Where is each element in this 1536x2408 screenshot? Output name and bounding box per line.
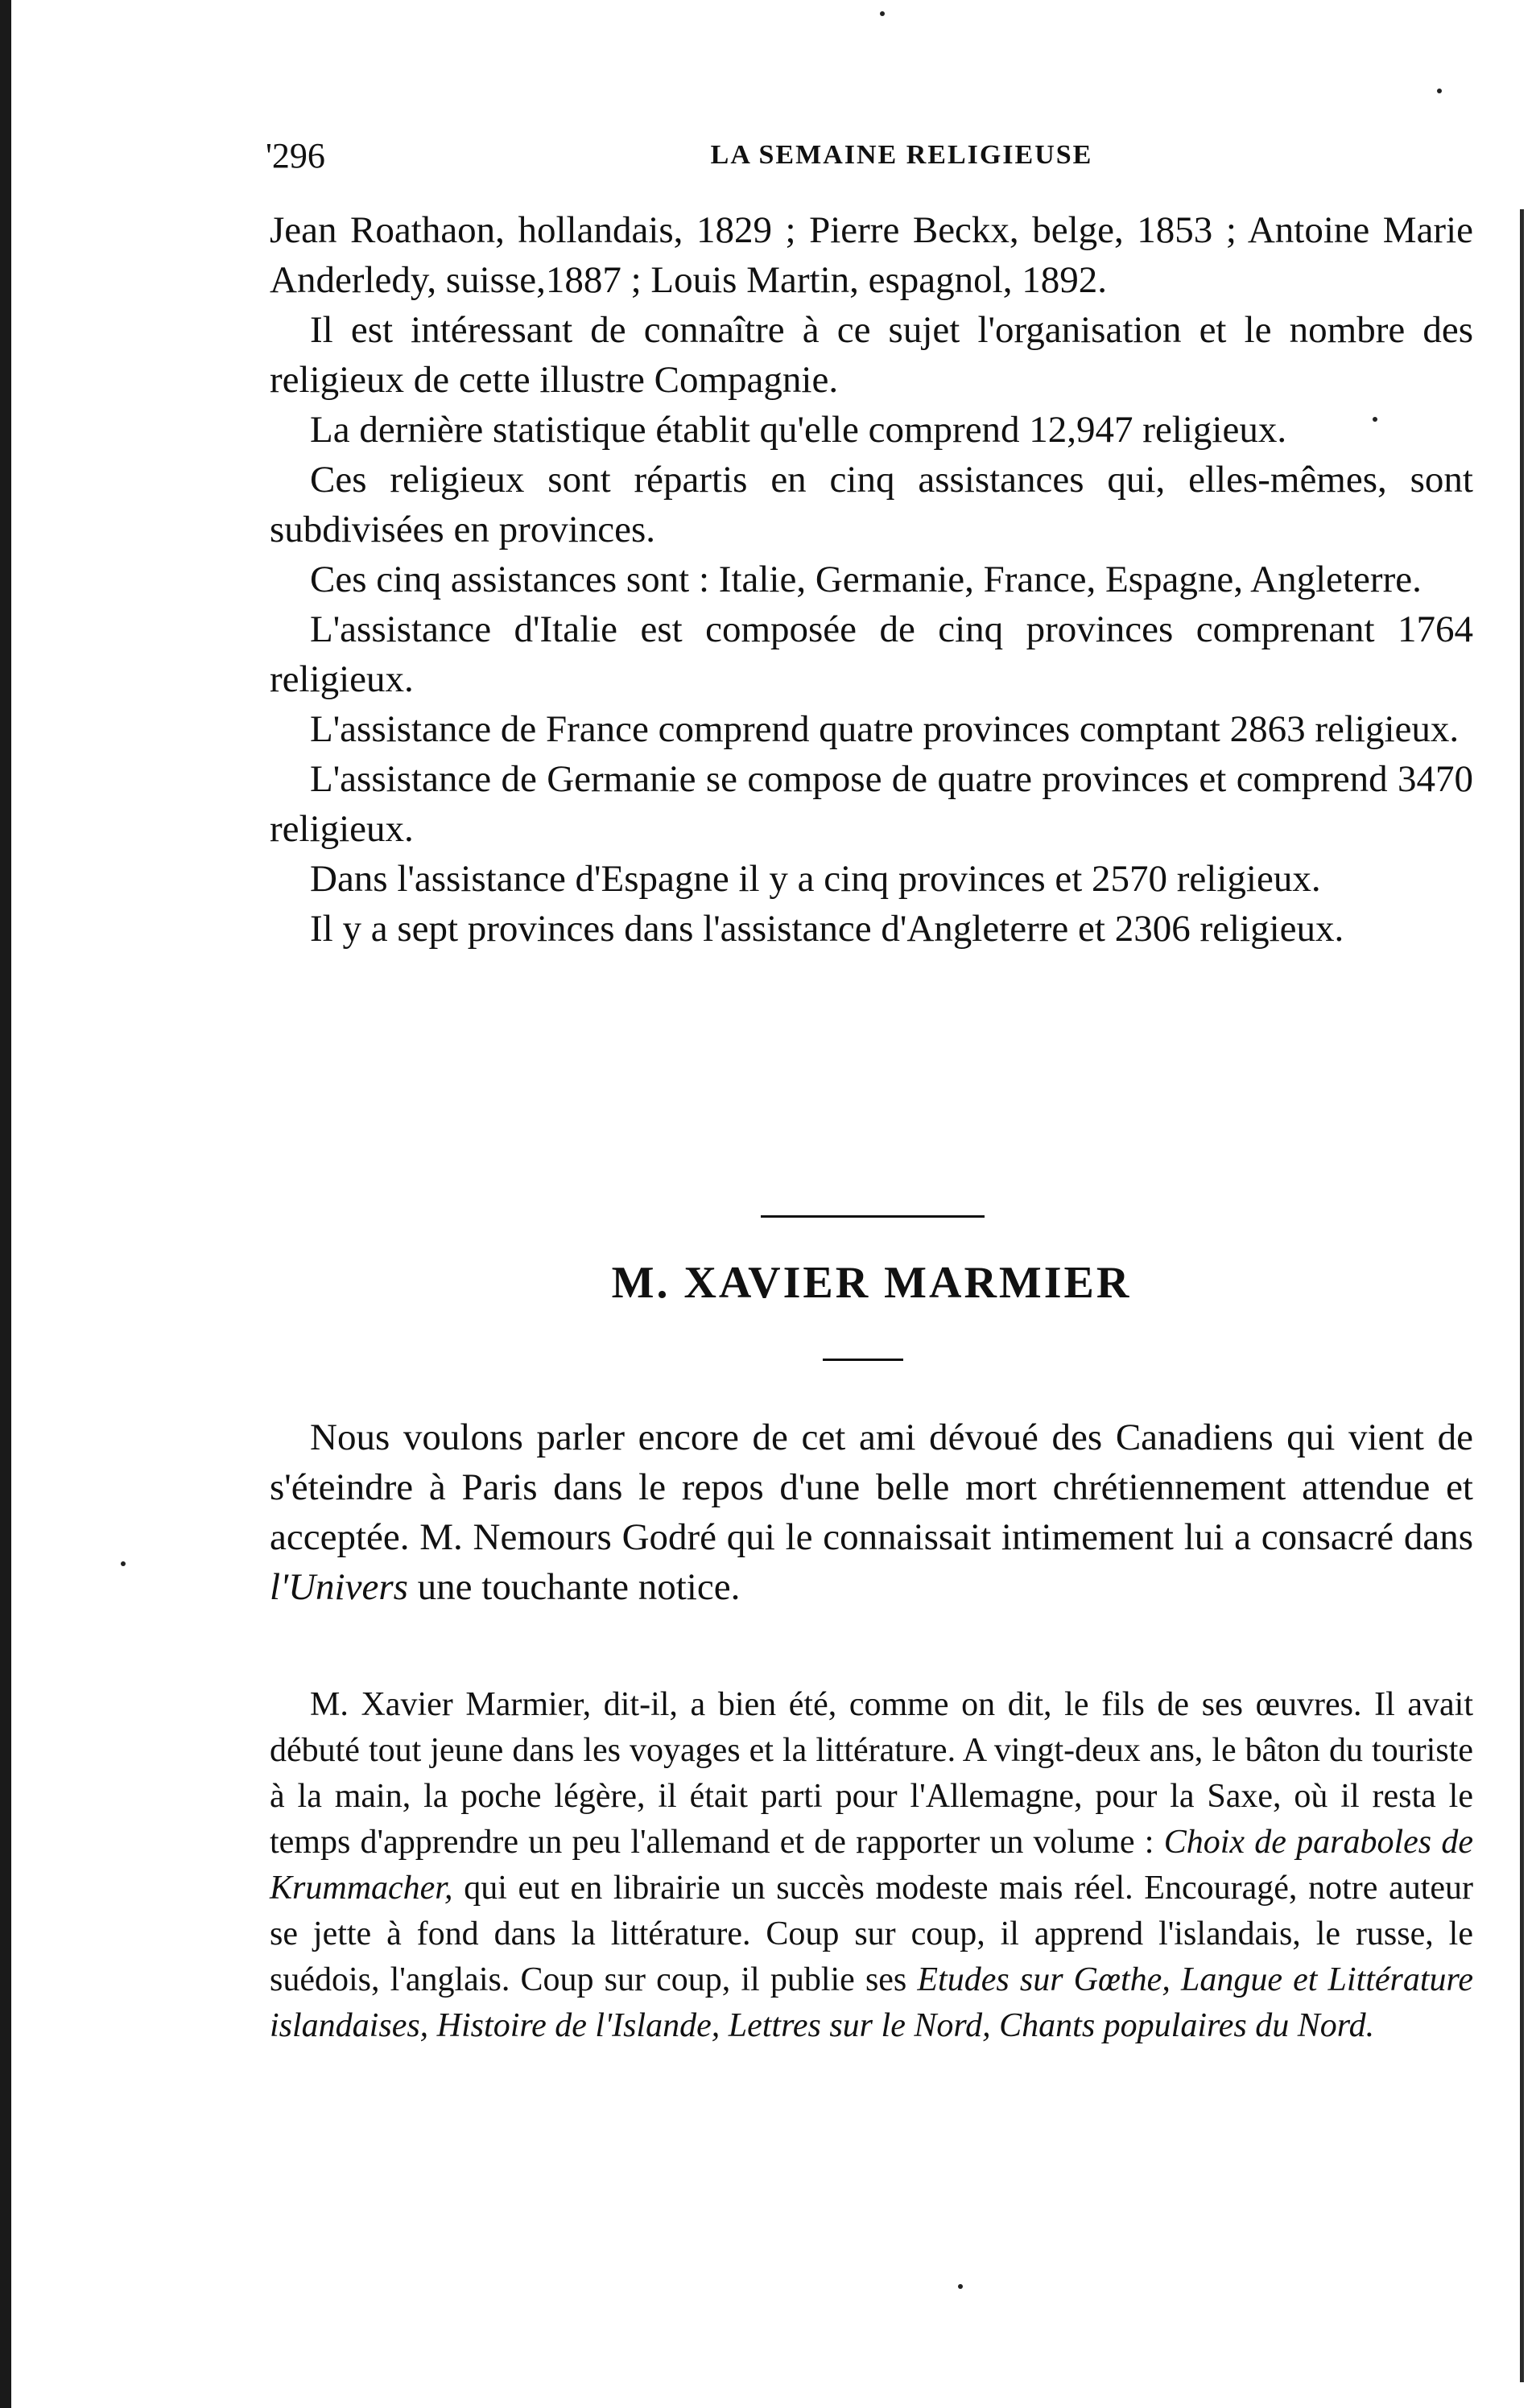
quote-text-middle: qui eut en librairie un succès modeste mais réel. Encouragé, notre auteur se jette à fond dans la littérature. Coup sur coup, il apprend l'islandais, le russe, le suédois, l'anglais. Coup sur coup, il publie ses <box>270 1870 1473 1998</box>
paragraph-italie: L'assistance d'Italie est composée de cinq provinces comprenant 1764 religieux. <box>270 608 1473 700</box>
paragraph-generals: Jean Roathaon, hollandais, 1829 ; Pierre Beckx, belge, 1853 ; Antoine Marie Anderledy, suisse,1887 ; Louis Martin, espagnol, 1892. <box>270 209 1473 301</box>
running-head <box>266 135 1489 183</box>
intro-text-start: Nous voulons parler encore de cet ami dévoué des Canadiens qui vient de s'éteindre à Paris dans le repos d'une belle mort chrétiennement attendue et acceptée. M. Nemours Godré qui le connaissait intimement lui a consacré dans <box>270 1416 1473 1558</box>
paragraph-quotation <box>270 1682 1473 2049</box>
paragraph-assistances: Ces religieux sont répartis en cinq assistances qui, elles-mêmes, sont subdivisées en provinces. <box>270 459 1473 550</box>
paragraph-germanie: L'assistance de Germanie se compose de quatre provinces et comprend 3470 religieux. <box>270 758 1473 850</box>
paragraph-intro <box>270 1412 1473 1612</box>
page-left-edge-shadow <box>0 0 11 2408</box>
quote-work-titles-2: Etudes sur Gœthe, Langue et Littérature islandaises, Histoire de l'Islande, Lettres sur le Nord, Chants populaires du Nord. <box>270 1961 1473 2044</box>
scan-speck <box>1373 417 1377 422</box>
scan-speck <box>1437 89 1442 93</box>
intro-newspaper-title: l'Univers <box>270 1566 408 1608</box>
section-divider <box>761 1215 985 1218</box>
heading-underline <box>823 1359 903 1361</box>
article-intro <box>270 1412 1473 1612</box>
paragraph-statistics: La dernière statistique établit qu'elle comprend 12,947 religieux. <box>310 409 1287 451</box>
quote-work-title-1: Choix de paraboles de Krummacher, <box>270 1824 1473 1907</box>
scan-speck <box>121 1561 126 1566</box>
journal-title: LA SEMAINE RELIGIEUSE <box>710 140 1093 170</box>
intro-text-end: une touchante notice. <box>407 1566 741 1608</box>
quote-text-start: M. Xavier Marmier, dit-il, a bien été, comme on dit, le fils de ses œuvres. Il avait débuté tout jeune dans les voyages et la littérature. A vingt-deux ans, le bâton du touriste à la main, la poche légère, il était parti pour l'Allemagne, pour la Saxe, où il resta le temps d'apprendre un peu l'allemand et de rapporter un volume : <box>270 1686 1473 1861</box>
paragraph-assistance-list: Ces cinq assistances sont : Italie, Germanie, France, Espagne, Angleterre. <box>310 559 1422 600</box>
paragraph-organisation: Il est intéressant de connaître à ce sujet l'organisation et le nombre des religieux de cette illustre Compagnie. <box>270 309 1473 401</box>
scan-speck <box>958 2284 963 2289</box>
page-right-edge-shadow <box>1520 209 1524 2382</box>
paragraph-france: L'assistance de France comprend quatre provinces comptant 2863 religieux. <box>310 708 1460 750</box>
page-number: '296 <box>266 136 325 175</box>
section-heading: M. XAVIER MARMIER <box>611 1258 1132 1308</box>
paragraph-espagne: Dans l'assistance d'Espagne il y a cinq provinces et 2570 religieux. <box>310 858 1321 900</box>
article-quotation <box>270 1682 1473 2049</box>
paragraph-angleterre: Il y a sept provinces dans l'assistance d'Angleterre et 2306 religieux. <box>310 908 1344 950</box>
statistics-text <box>270 205 1473 954</box>
scan-speck <box>880 11 885 16</box>
